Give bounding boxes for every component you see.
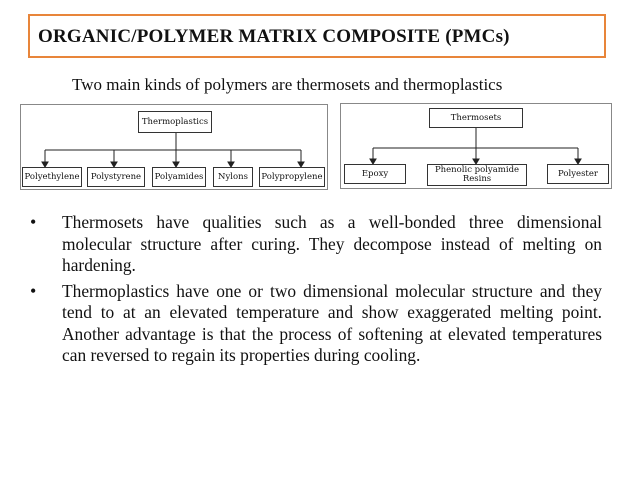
polyester-box: Polyester [547,164,609,184]
thermosets-diagram [340,103,612,189]
slide-subtitle: Two main kinds of polymers are thermosets and thermoplastics [72,75,503,94]
bullet-text: Thermosets have qualities such as a well-bonded three dimensional molecular structure after curing. They decompose instead of melting on hardening. [62,212,602,275]
polyamides-box: Polyamides [152,167,206,187]
phenolic-polyamide-resins-box: Phenolic polyamide Resins [427,164,527,186]
bullet-list [28,212,602,371]
epoxy-box: Epoxy [344,164,406,184]
bullet-item-thermosets [28,212,602,277]
polyethylene-box: Polyethylene [22,167,82,187]
bullet-item-thermoplastics [28,281,602,367]
bullet-marker: • [30,212,37,232]
polypropylene-box: Polypropylene [259,167,325,187]
nylons-box: Nylons [213,167,253,187]
slide-title: ORGANIC/POLYMER MATRIX COMPOSITE (PMCs) [38,26,510,47]
bullet-text: Thermoplastics have one or two dimensional molecular structure and they tend to at an elevated temperature and show exaggerated melting point. Another advantage is that the process of softening at elevated temperatures can reversed to regain its properties during cooling. [62,280,602,365]
thermosets-root-box: Thermosets [429,108,523,128]
thermoplastics-diagram [20,104,328,190]
polystyrene-box: Polystyrene [87,167,145,187]
title-box [28,14,606,58]
bullet-marker: • [30,280,37,301]
thermoplastics-root-box: Thermoplastics [138,111,212,133]
